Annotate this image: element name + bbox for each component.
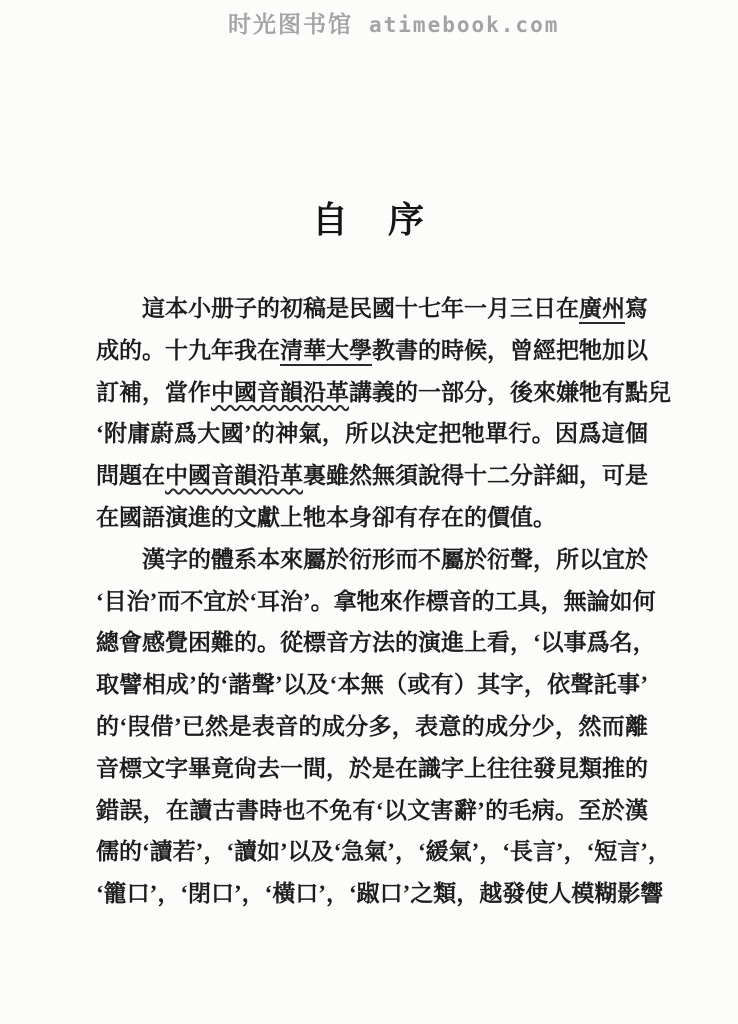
text-line (96, 581, 656, 623)
book-title-underline: 中國音韻沿革 (211, 379, 349, 405)
text-line (96, 330, 648, 372)
text-segment: 的‘叚借’已然是表音的成分多，表意的成分少，然而離 (96, 713, 648, 739)
text-line (96, 748, 648, 790)
text-segment: 總會感覺困難的。從標音方法的演進上看，‘以事爲名， (96, 630, 656, 656)
proper-noun-underline: 廣州 (579, 296, 625, 324)
text-segment: 儒的‘讀若’，‘讀如’以及‘急氣’，‘緩氣’，‘長言’，‘短言’， (96, 839, 671, 865)
text-line (96, 790, 648, 832)
text-segment: 教書的時候，曾經把牠加以 (372, 337, 648, 363)
text-line (96, 497, 648, 539)
watermark-brand: 时光图书馆 (228, 11, 353, 37)
text-segment: ‘目治’而不宜於‘耳治’。拿牠來作標音的工具，無論如何 (96, 588, 656, 614)
text-segment: 成的。十九年我在 (96, 337, 280, 363)
text-segment: 漢字的體系本來屬於衍形而不屬於衍聲，所以宜於 (142, 546, 648, 572)
text-line (96, 831, 671, 873)
text-segment: ‘籠口’，‘閉口’，‘橫口’，‘踧口’之類，越發使人模糊影響 (96, 881, 664, 907)
text-line (96, 622, 656, 664)
text-line (96, 372, 671, 414)
text-segment: 寫 (625, 296, 648, 321)
text-line (96, 706, 648, 748)
proper-noun-underline: 清華大學 (280, 338, 372, 366)
text-segment: 訂補，當作 (96, 379, 211, 405)
text-segment: 音標文字畢竟尙去一間，於是在識字上往往發見類推的 (96, 755, 648, 781)
text-segment: 講義的一部分，後來嫌牠有點兒 (349, 379, 671, 405)
book-title-underline: 中國音韻沿革 (165, 463, 303, 489)
text-line (96, 664, 648, 706)
watermark-url: atimebook.com (369, 13, 560, 37)
text-segment: 錯誤，在讀古書時也不免有‘以文害辭’的毛病。至於漢 (96, 797, 648, 823)
text-line (96, 288, 648, 330)
text-line (96, 455, 648, 497)
text-line (96, 413, 648, 455)
text-segment: 裏雖然無須說得十二分詳細，可是 (303, 463, 648, 489)
body-text (96, 288, 671, 915)
watermark (228, 6, 559, 39)
text-segment: 問題在 (96, 463, 165, 489)
text-segment: 取譬相成’的‘諧聲’以及‘本無（或有）其字，依聲託事’ (96, 672, 648, 698)
text-segment: 在國語演進的文獻上牠本身卻有存在的價值。 (96, 504, 556, 530)
text-line (96, 873, 664, 915)
text-segment: 這本小册子的初稿是民國十七年一月三日在 (142, 296, 579, 321)
text-line (96, 539, 648, 581)
page-title: 自 序 (311, 200, 426, 240)
text-segment: ‘附庸蔚爲大國’的神氣，所以決定把牠單行。因爲這個 (96, 421, 648, 447)
